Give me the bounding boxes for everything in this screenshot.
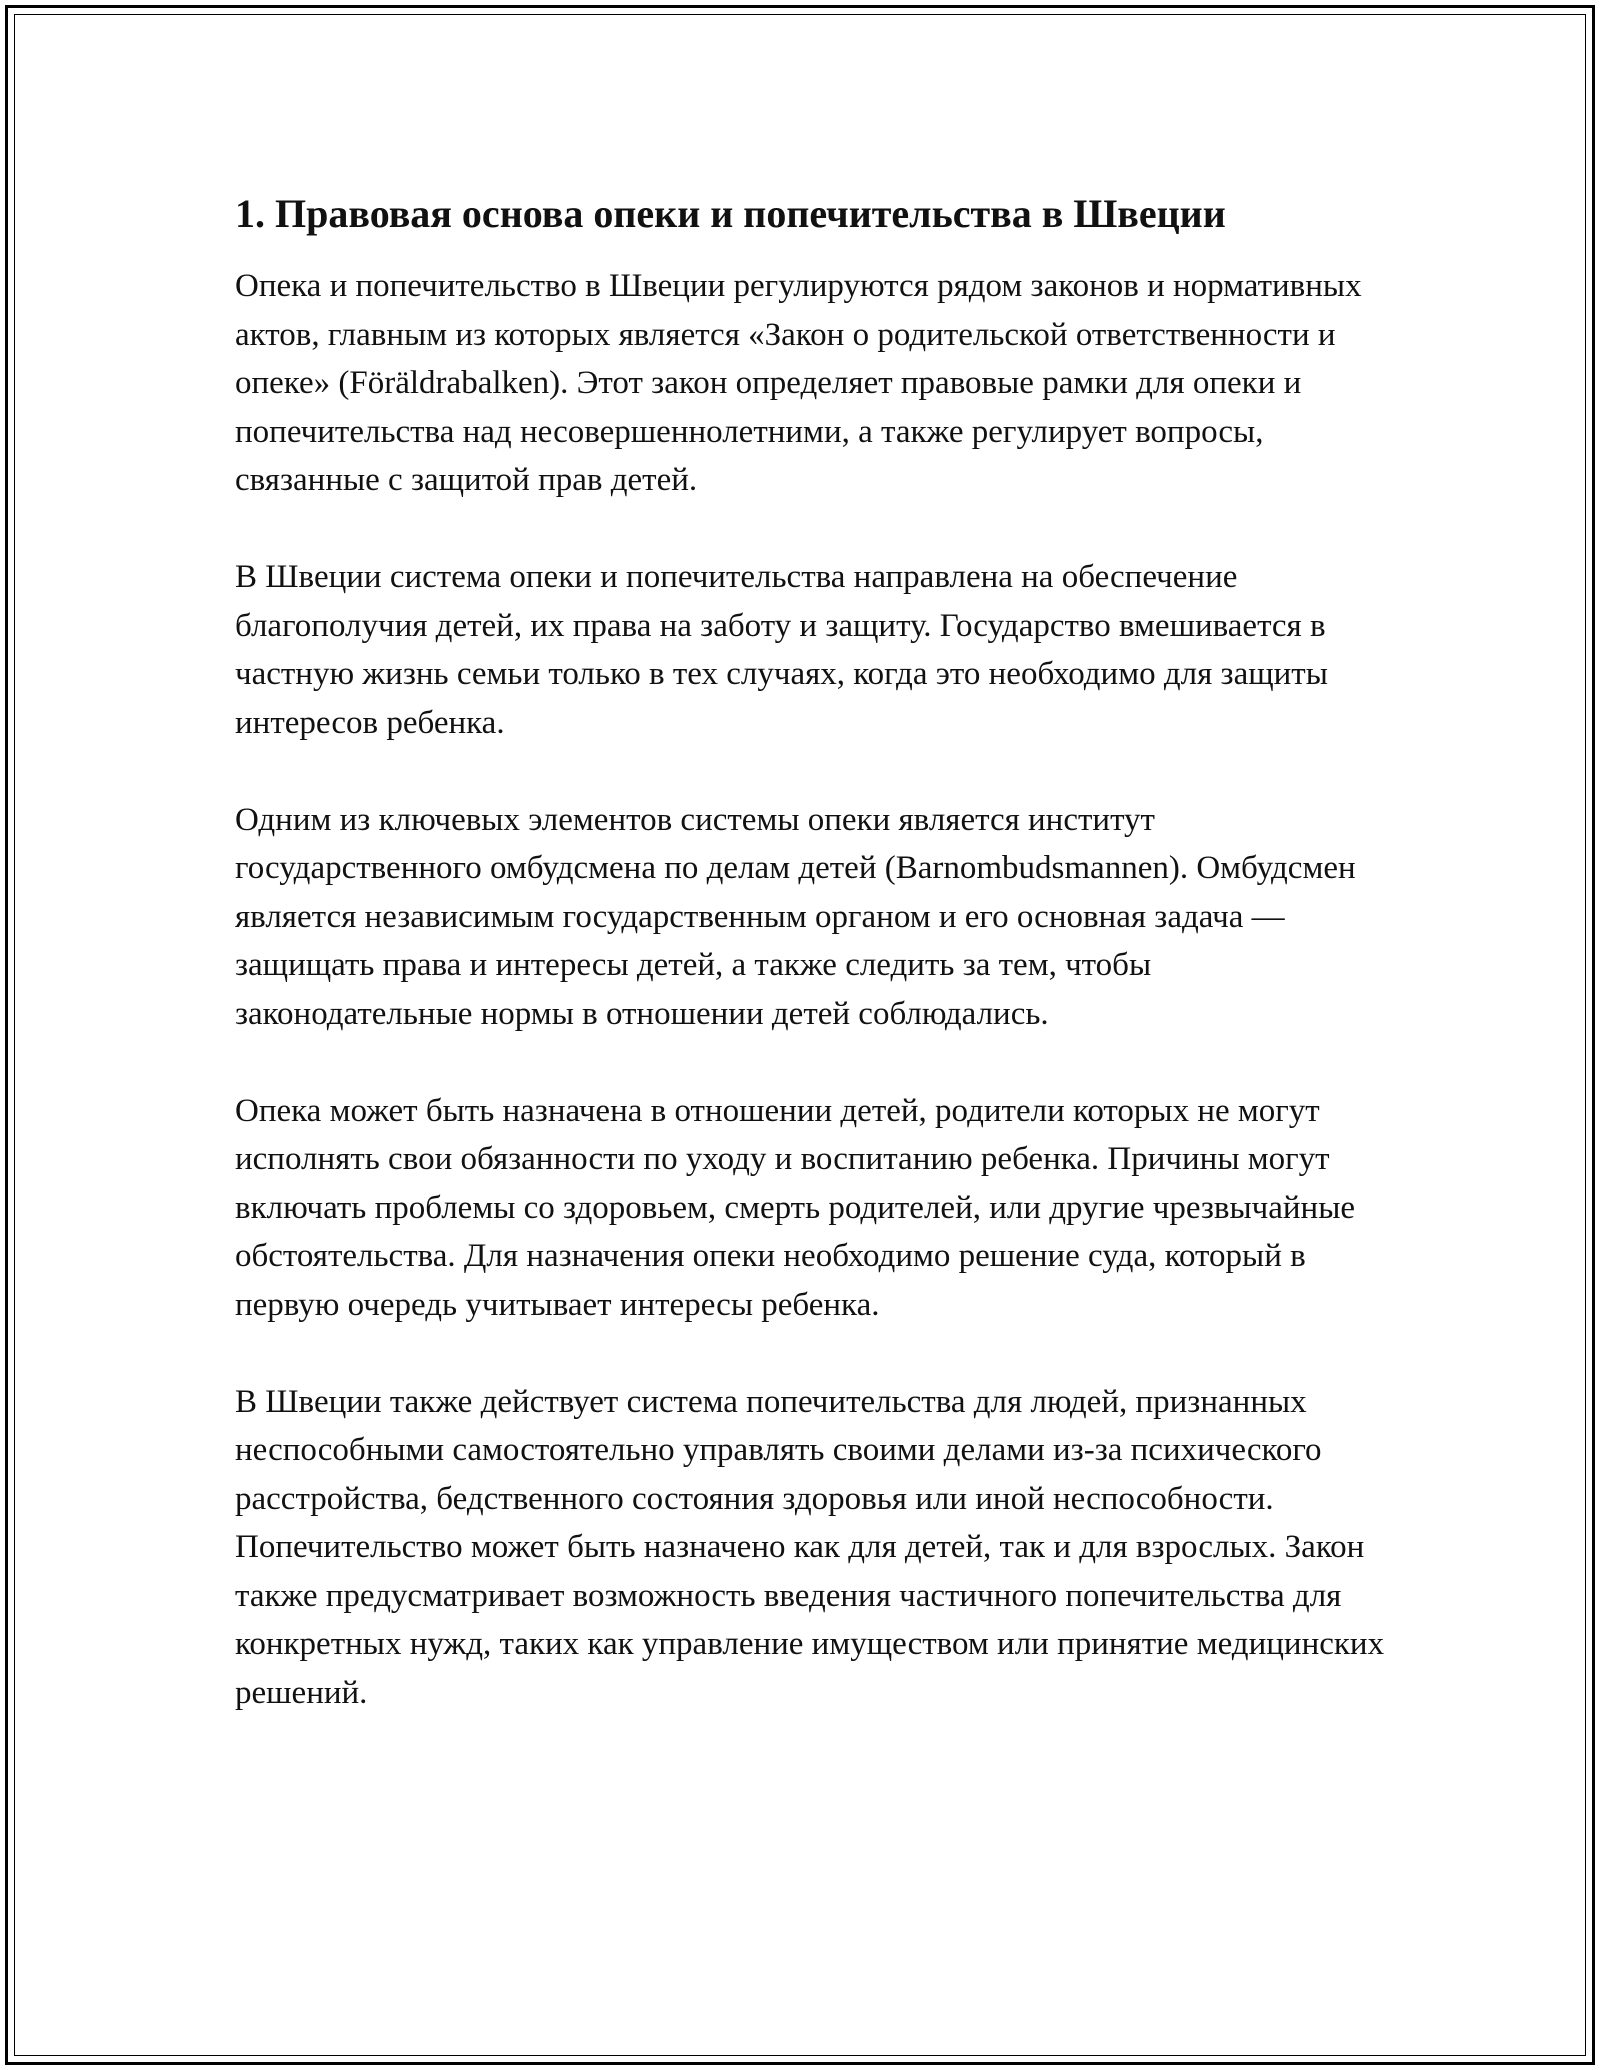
paragraph-legal-basis: Опека и попечительство в Швеции регулируются рядом законов и нормативных актов, главным из которых является «Закон о родительской ответственности и опеке» (Föräldrabalken). Этот закон определяет правовые рамки для опеки и попечительства над несовершеннолетними, а также регулирует вопросы, связанные с защитой прав детей. (235, 268, 1362, 498)
document-body (235, 186, 1385, 1766)
section-heading: 1. Правовая основа опеки и попечительства в Швеции (235, 191, 1226, 236)
paragraph-adult-guardianship: В Швеции также действует система попечительства для людей, признанных неспособными самостоятельно управлять своими делами из-за психического расстройства, бедственного состояния здоровья или иной неспособности. Попечительство может быть назначено как для детей, так и для взрослых. Закон также предусматривает возможность введения частичного попечительства для конкретных нужд, таких как управление имуществом или принятие медицинских решений. (235, 1383, 1385, 1711)
paragraph-guardianship-appointment: Опека может быть назначена в отношении детей, родители которых не могут исполнять свои обязанности по уходу и воспитанию ребенка. Причины могут включать проблемы со здоровьем, смерть родителей, или другие чрезвычайные обстоятельства. Для назначения опеки необходимо решение суда, который в первую очередь учитывает интересы ребенка. (235, 1092, 1356, 1323)
paragraph-ombudsman: Одним из ключевых элементов системы опеки является институт государственного омбудсмена по делам детей (Barnombudsmannen). Омбудсмен является независимым государственным органом и его основная задача — защищать права и интересы детей, а также следить за тем, чтобы законодательные нормы в отношении детей соблюдались. (235, 801, 1356, 1032)
paragraph-system-purpose: В Швеции система опеки и попечительства направлена на обеспечение благополучия детей, их права на заботу и защиту. Государство вмешивается в частную жизнь семьи только в тех случаях, когда это необходимо для защиты интересов ребенка. (235, 559, 1328, 741)
